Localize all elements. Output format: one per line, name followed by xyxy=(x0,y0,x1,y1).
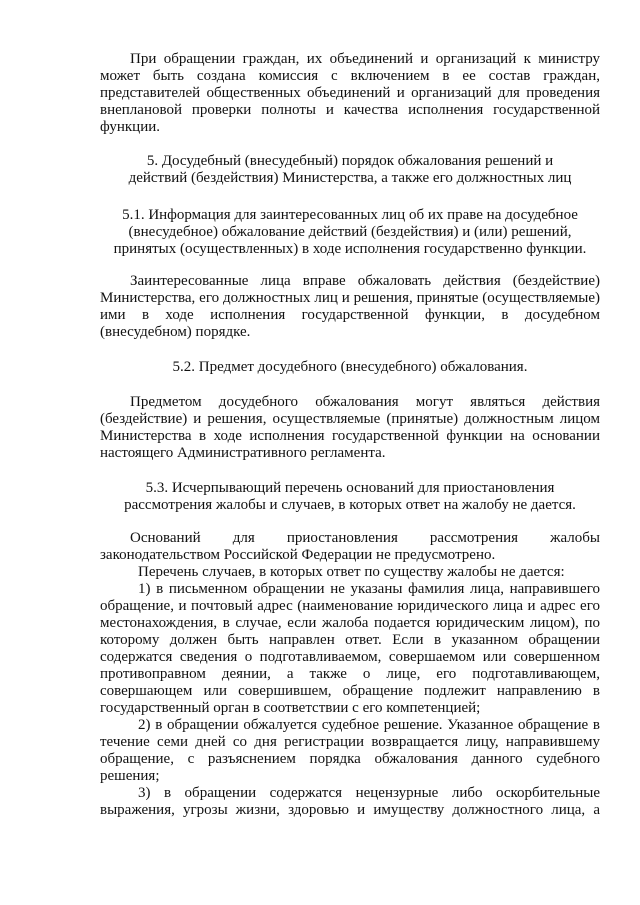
text-line: внеплановой проверки полноты и качества исполнения государственной xyxy=(100,102,600,118)
text-line: Предметом досудебного обжалования могут являться действия xyxy=(130,394,600,410)
text-line: Министерства, его должностных лиц и решения, принятые (осуществляемые) xyxy=(100,290,600,306)
section-heading-5-3 xyxy=(100,480,600,514)
heading-line: 5.2. Предмет досудебного (внесудебного) обжалования. xyxy=(172,359,528,375)
text-line: представителей общественных объединений и организаций для проведения xyxy=(100,85,600,101)
text-line: При обращении граждан, их объединений и организаций к министру xyxy=(130,51,600,67)
paragraph-commission xyxy=(100,51,600,136)
text-line: Оснований для приостановления рассмотрения жалобы xyxy=(130,530,600,546)
heading-line: 5.1. Информация для заинтересованных лиц об их праве на досудебное xyxy=(122,207,578,223)
text-line: которому должен быть направлен ответ. Если в указанном обращении xyxy=(100,632,600,648)
heading-line: рассмотрения жалобы и случаев, в которых ответ на жалобу не дается. xyxy=(124,497,576,513)
text-line: обращение, и почтовый адрес (наименование юридического лица и адрес его xyxy=(100,598,600,614)
text-line: обращение, с разъяснением порядка обжалования данного судебного xyxy=(100,751,600,767)
text-line: Министерства в ходе исполнения государственной функции на основании xyxy=(100,428,600,444)
text-line: может быть создана комиссия с включением в ее состав граждан, xyxy=(100,68,600,84)
paragraph-appeal-subject xyxy=(100,394,600,462)
text-line: Перечень случаев, в которых ответ по существу жалобы не дается: xyxy=(138,564,565,580)
text-line: государственный орган в соответствии с его компетенцией; xyxy=(100,700,481,716)
text-line: содержатся сведения о подготавливаемом, совершаемом или совершенном xyxy=(100,649,600,665)
heading-line: 5. Досудебный (внесудебный) порядок обжалования решений и xyxy=(146,153,554,169)
section-heading-5-1 xyxy=(100,207,600,258)
text-line: ими в ходе исполнения государственной функции, в досудебном xyxy=(100,307,600,323)
text-line: настоящего Административного регламента. xyxy=(100,445,386,461)
paragraph-appeal-right xyxy=(100,273,600,341)
text-line: решения; xyxy=(100,768,160,784)
text-line: выражения, угрозы жизни, здоровью и имуществу должностного лица, а xyxy=(100,802,600,818)
text-line: (внесудебном) порядке. xyxy=(100,324,251,340)
heading-line: (внесудебное) обжалование действий (бездействия) и (или) решений, xyxy=(128,224,572,240)
text-line: (бездействие) и решения, осуществляемые (принятые) должностным лицом xyxy=(100,411,600,427)
text-line: законодательством Российской Федерации не предусмотрено. xyxy=(100,547,496,563)
text-line: противоправном деянии, а также о лице, его подготавливающем, xyxy=(100,666,600,682)
text-line: течение семи дней со дня регистрации возвращается лицу, направившему xyxy=(100,734,600,750)
section-heading-5-2 xyxy=(100,359,600,376)
paragraph-grounds xyxy=(100,530,600,819)
section-heading-5 xyxy=(100,153,600,187)
list-item-1: 1) в письменном обращении не указаны фамилия лица, направившего xyxy=(138,581,600,597)
heading-line: действий (бездействия) Министерства, а также его должностных лиц xyxy=(128,170,572,186)
heading-line: принятых (осуществленных) в ходе исполнения государственно функции. xyxy=(113,241,587,257)
text-line: местонахождения, в случае, если жалоба подается юридическим лицом), по xyxy=(100,615,600,631)
text-line: функции. xyxy=(100,119,160,135)
heading-line: 5.3. Исчерпывающий перечень оснований для приостановления xyxy=(145,480,555,496)
list-item-3: 3) в обращении содержатся нецензурные либо оскорбительные xyxy=(138,785,600,801)
text-line: совершающем или совершившем, обращение подлежит направлению в xyxy=(100,683,600,699)
text-line: Заинтересованные лица вправе обжаловать действия (бездействие) xyxy=(130,273,600,289)
list-item-2: 2) в обращении обжалуется судебное решение. Указанное обращение в xyxy=(138,717,600,733)
